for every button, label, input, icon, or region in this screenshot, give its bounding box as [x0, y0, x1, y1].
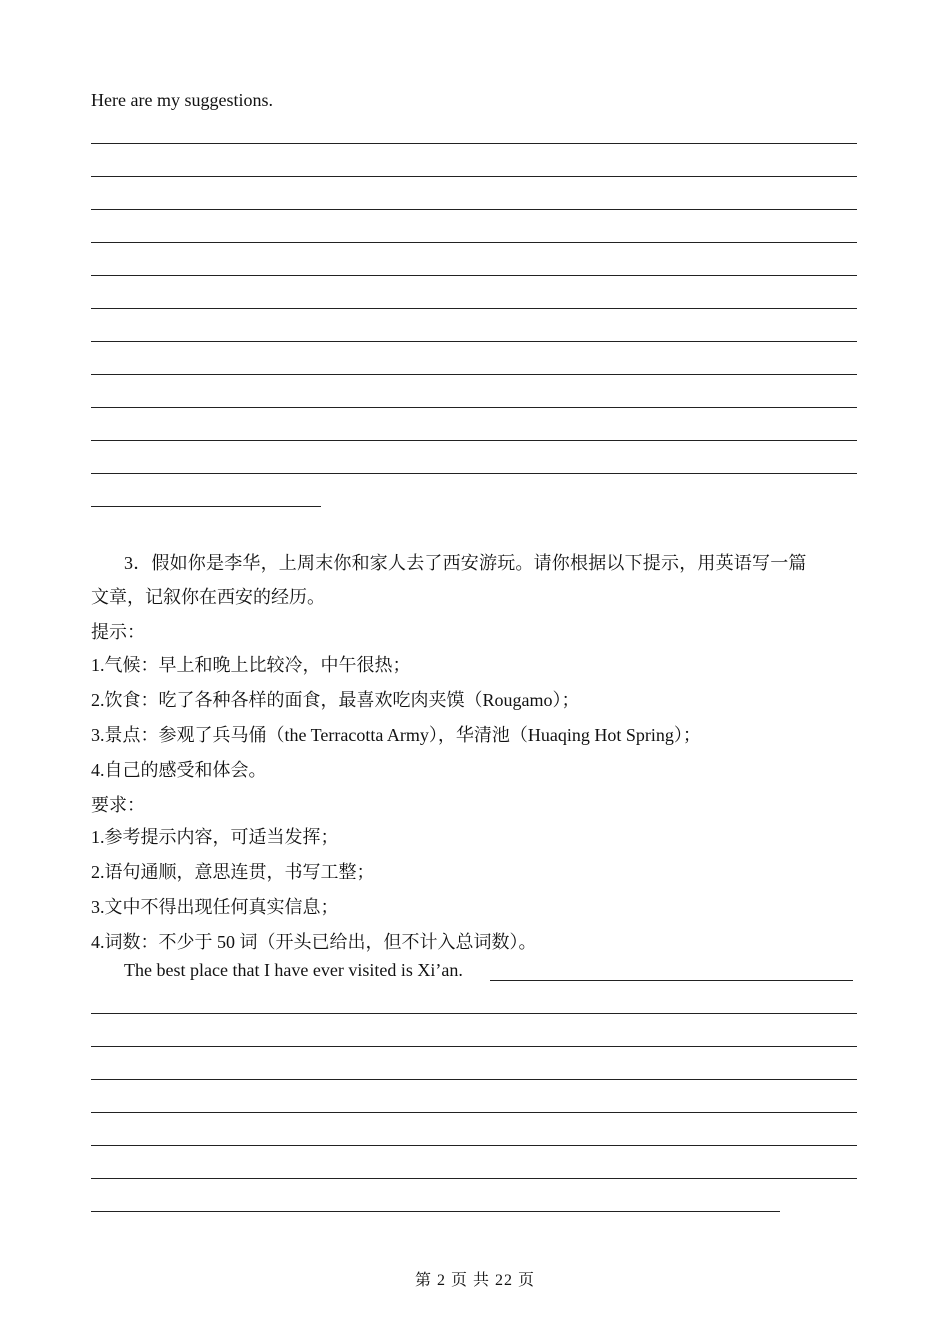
intro-text: Here are my suggestions.	[91, 90, 273, 110]
answer-line-short	[91, 1211, 780, 1212]
answer-line	[91, 407, 857, 408]
answer-line	[91, 143, 857, 144]
answer-line	[91, 473, 857, 474]
answer-line	[91, 374, 857, 375]
requirement-item: 1.参考提示内容，可适当发挥；	[91, 827, 339, 847]
requirements-label: 要求：	[91, 795, 145, 815]
requirement-item: 3.文中不得出现任何真实信息；	[91, 897, 339, 917]
answer-line	[91, 1013, 857, 1014]
answer-line	[91, 341, 857, 342]
hint-item: 2.饮食：吃了各种各样的面食，最喜欢吃肉夹馍（Rougamo）；	[91, 690, 580, 710]
question-text: 3．假如你是李华，上周末你和家人去了西安游玩。请你根据以下提示，用英语写一篇	[124, 553, 807, 573]
page-footer: 第 2 页 共 22 页	[414, 1272, 535, 1289]
requirement-item: 4.词数：不少于 50 词（开头已给出，但不计入总词数）。	[91, 932, 537, 952]
answer-line	[91, 1046, 857, 1047]
answer-line	[91, 275, 857, 276]
requirement-item: 2.语句通顺，意思连贯，书写工整；	[91, 862, 375, 882]
hint-item: 3.景点：参观了兵马俑（the Terracotta Army），华清池（Huaqing Hot Spring）；	[91, 725, 701, 745]
answer-line	[91, 209, 857, 210]
answer-line-short	[91, 506, 321, 507]
answer-line	[91, 176, 857, 177]
hint-item: 4.自己的感受和体会。	[91, 760, 267, 780]
starter-sentence: The best place that I have ever visited is Xi’an.	[124, 960, 463, 980]
answer-line	[91, 1178, 857, 1179]
answer-line-starter[interactable]	[490, 980, 853, 981]
answer-line	[91, 308, 857, 309]
answer-line	[91, 1112, 857, 1113]
answer-line	[91, 1145, 857, 1146]
hints-label: 提示：	[91, 622, 145, 642]
answer-line	[91, 242, 857, 243]
hint-item: 1.气候：早上和晚上比较冷，中午很热；	[91, 655, 411, 675]
answer-line	[91, 1079, 857, 1080]
answer-line	[91, 440, 857, 441]
question-text-continued: 文章，记叙你在西安的经历。	[91, 587, 325, 607]
